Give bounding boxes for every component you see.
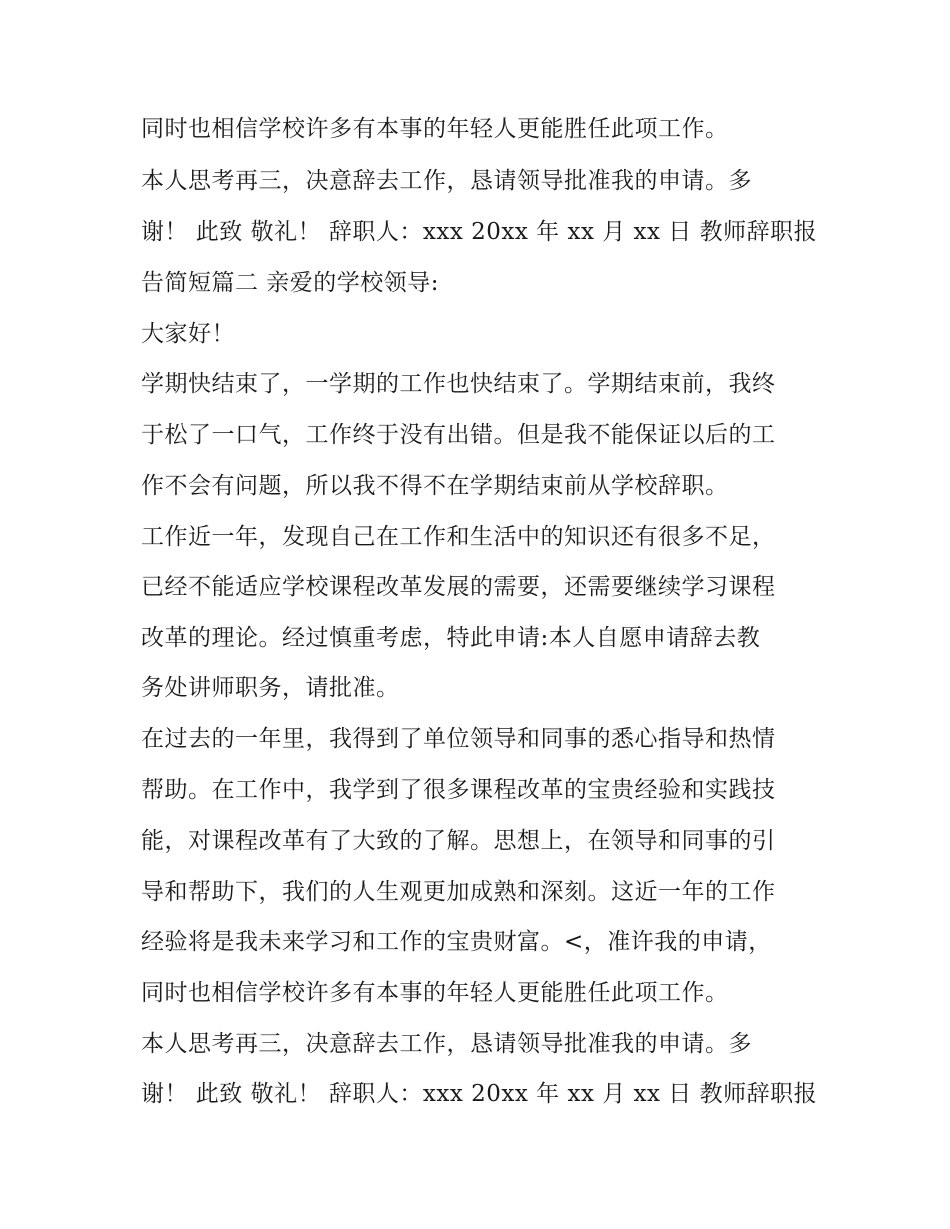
text-line: 经验将是我未来学习和工作的宝贵财富。<，准许我的申请， — [141, 929, 772, 955]
text-line: 于松了一口气，工作终于没有出错。但是我不能保证以后的工 — [141, 422, 776, 448]
text-line: 谢！ 此致 敬礼！ 辞职人：xxx 20xx 年 xx 月 xx 日 教师辞职报 — [141, 219, 818, 245]
text-line: 改革的理论。经过慎重考虑，特此申请:本人自愿申请辞去教 — [141, 625, 761, 651]
text-line: 谢！ 此致 敬礼！ 辞职人：xxx 20xx 年 xx 月 xx 日 教师辞职报 — [141, 1081, 818, 1107]
text-line: 同时也相信学校许多有本事的年轻人更能胜任此项工作。 — [141, 116, 729, 142]
text-line: 学期快结束了，一学期的工作也快结束了。学期结束前，我终 — [141, 371, 776, 397]
text-line: 告简短篇二 亲爱的学校领导: — [141, 270, 440, 296]
text-line: 同时也相信学校许多有本事的年轻人更能胜任此项工作。 — [141, 980, 729, 1006]
text-line: 在过去的一年里，我得到了单位领导和同事的悉心指导和热情 — [141, 726, 776, 752]
text-line: 工作近一年，发现自己在工作和生活中的知识还有很多不足， — [141, 524, 776, 550]
text-line: 大家好！ — [141, 321, 235, 347]
text-line: 帮助。在工作中，我学到了很多课程改革的宝贵经验和实践技 — [141, 777, 776, 803]
text-line: 已经不能适应学校课程改革发展的需要，还需要继续学习课程 — [141, 574, 776, 600]
text-line: 导和帮助下，我们的人生观更加成熟和深刻。这近一年的工作 — [141, 879, 776, 905]
text-line: 本人思考再三，决意辞去工作，恳请领导批准我的申请。多 — [141, 1031, 752, 1057]
text-line: 本人思考再三，决意辞去工作，恳请领导批准我的申请。多 — [141, 168, 752, 194]
text-line: 作不会有问题，所以我不得不在学期结束前从学校辞职。 — [141, 473, 729, 499]
text-line: 务处讲师职务，请批准。 — [141, 675, 400, 701]
text-line: 能，对课程改革有了大致的了解。思想上，在领导和同事的引 — [141, 828, 776, 854]
